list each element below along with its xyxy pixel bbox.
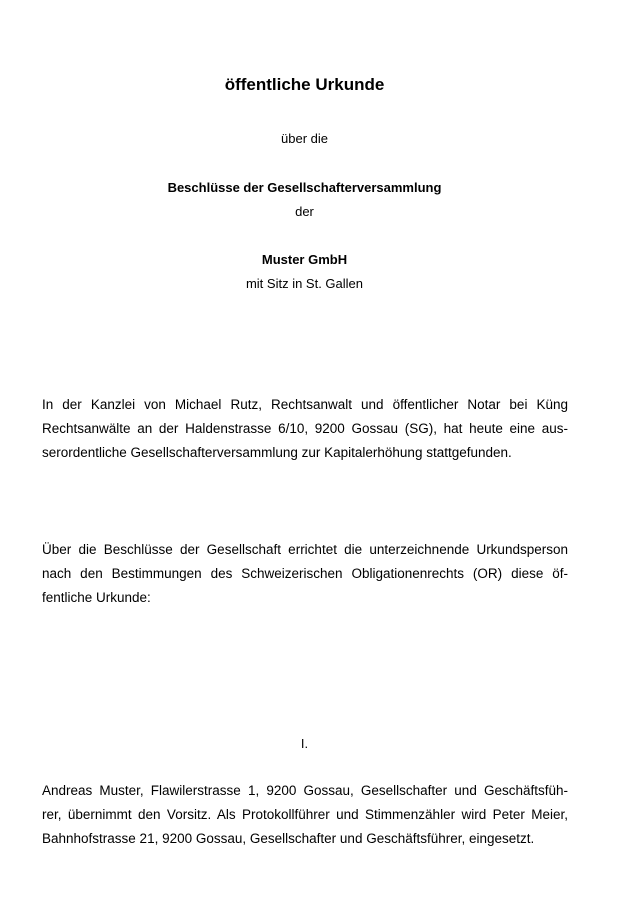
subtitle-ueber-die: über die [281, 131, 328, 146]
company-name: Muster GmbH [261, 252, 348, 267]
paragraph-line: In der Kanzlei von Michael Rutz, Rechtsanwalt und öffentlicher Notar bei Küng [42, 397, 568, 412]
document-title: öffentliche Urkunde [224, 75, 385, 94]
paragraph-line: rer, übernimmt den Vorsitz. Als Protokollführer und Stimmenzähler wird Peter Meier, [42, 807, 568, 822]
subject-der: der [295, 204, 314, 219]
subject-heading: Beschlüsse der Gesellschafterversammlung [167, 180, 442, 195]
paragraph-chair [42, 779, 568, 851]
section-number: I. [300, 736, 309, 751]
paragraph-authority [42, 538, 568, 610]
paragraph-line: Bahnhofstrasse 21, 9200 Gossau, Gesellschafter und Geschäftsführer, eingesetzt. [42, 831, 535, 846]
paragraph-line: Rechtsanwälte an der Haldenstrasse 6/10, 9200 Gossau (SG), hat heute eine aus- [42, 421, 568, 436]
paragraph-line: fentliche Urkunde: [42, 590, 151, 605]
paragraph-intro [42, 393, 568, 465]
paragraph-line: serordentliche Gesellschafterversammlung zur Kapitalerhöhung stattgefunden. [42, 445, 512, 460]
paragraph-line: Andreas Muster, Flawilerstrasse 1, 9200 Gossau, Gesellschafter und Geschäftsfüh- [42, 783, 568, 798]
company-seat: mit Sitz in St. Gallen [245, 276, 364, 291]
paragraph-line: nach den Bestimmungen des Schweizerischen Obligationenrechts (OR) diese öf- [42, 566, 568, 581]
paragraph-line: Über die Beschlüsse der Gesellschaft errichtet die unterzeichnende Urkundsperson [42, 542, 568, 557]
